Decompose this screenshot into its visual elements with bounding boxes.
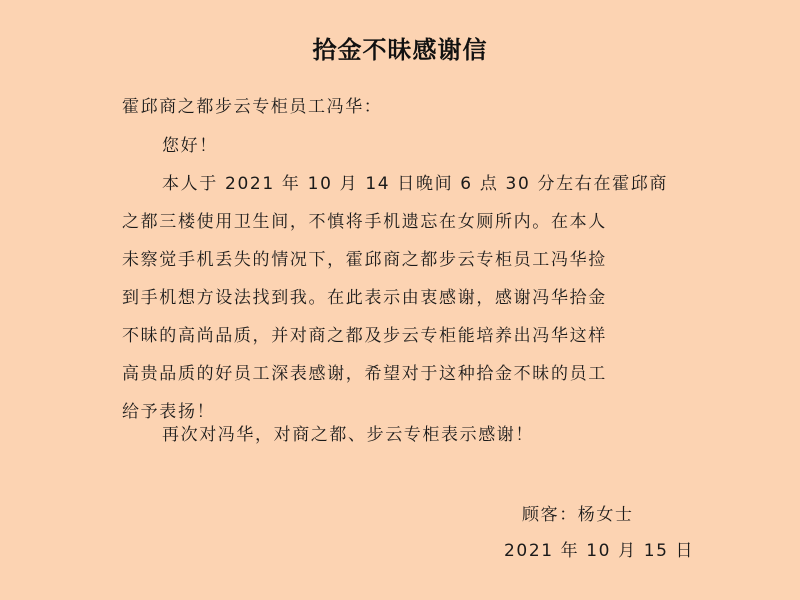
letter-title: 拾金不昧感谢信	[312, 36, 488, 64]
body-line: 本人于 2021 年 10 月 14 日晚间 6 点 30 分左右在霍邱商	[162, 174, 669, 194]
body-line: 未察觉手机丢失的情况下，霍邱商之都步云专柜员工冯华捡	[122, 250, 607, 270]
body-line: 之都三楼使用卫生间，不慎将手机遗忘在女厕所内。在本人	[122, 212, 607, 232]
letter-body	[122, 165, 712, 431]
signature: 顾客：杨女士	[522, 505, 634, 525]
body-line: 到手机想方设法找到我。在此表示由衷感谢，感谢冯华拾金	[122, 288, 607, 308]
body-line: 不昧的高尚品质，并对商之都及步云专柜能培养出冯华这样	[122, 326, 607, 346]
salutation: 霍邱商之都步云专柜员工冯华：	[122, 97, 383, 117]
body-line: 给予表扬！	[122, 402, 216, 422]
letter-date: 2021 年 10 月 15 日	[504, 541, 695, 561]
body-line: 高贵品质的好员工深表感谢，希望对于这种拾金不昧的员工	[122, 364, 607, 384]
closing-remark: 再次对冯华，对商之都、步云专柜表示感谢！	[162, 425, 534, 445]
greeting: 您好！	[162, 136, 218, 156]
